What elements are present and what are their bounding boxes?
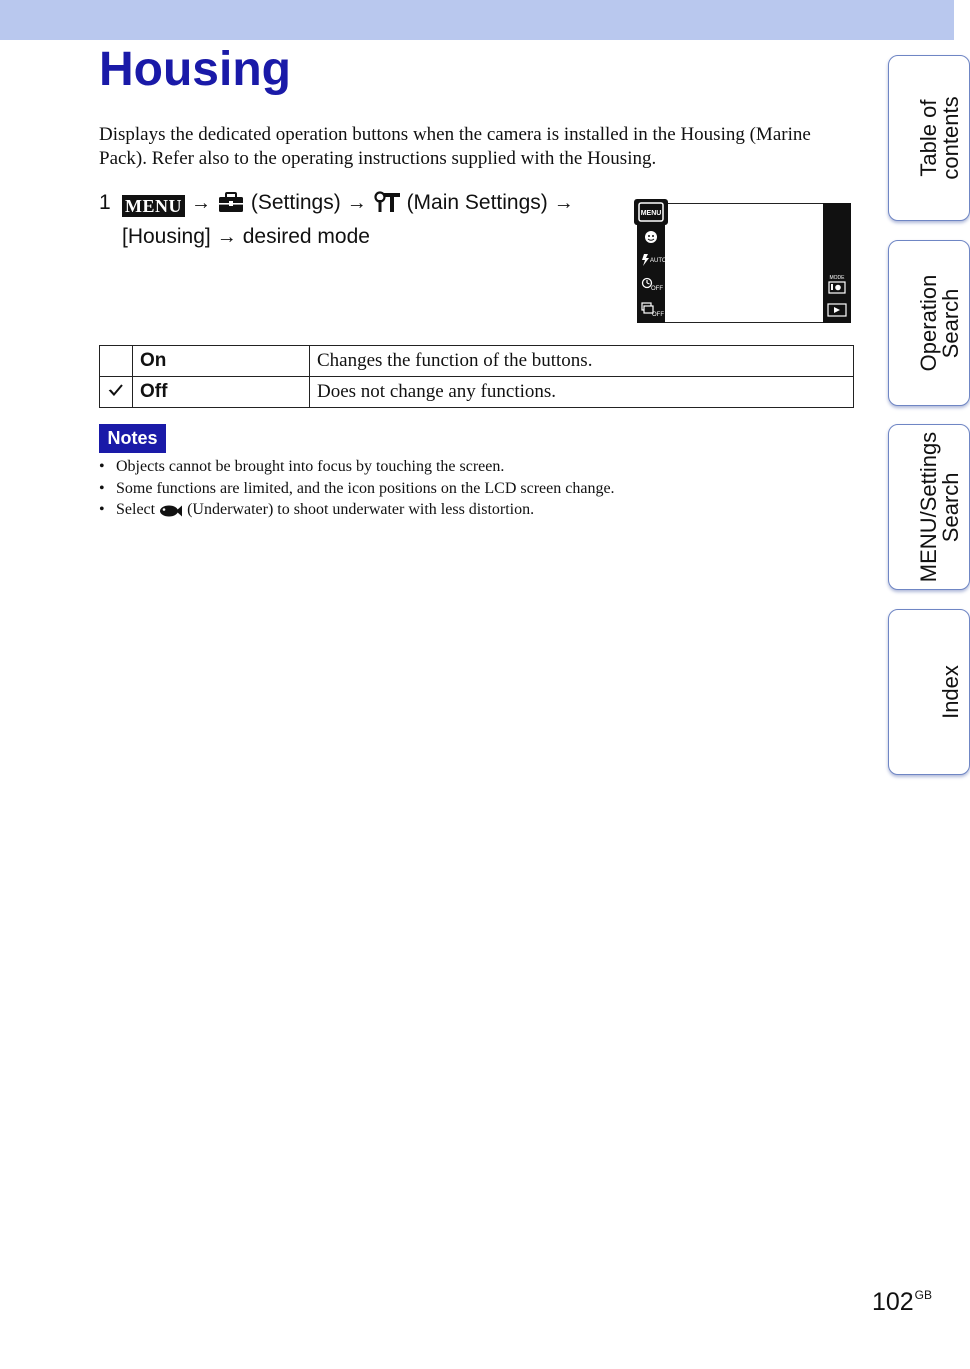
burst-label: OFF [652,312,664,318]
fish-icon [159,503,183,525]
tab-operation-search[interactable] [888,240,970,406]
tab-label: Operation Search [916,274,963,372]
step-number: 1 [99,191,111,214]
top-band [0,0,954,40]
arrow-icon: → [191,192,211,214]
arrow-icon: → [553,192,574,214]
playback-icon [828,304,846,316]
checkmark-icon [108,381,124,402]
tab-label: Index [938,665,963,719]
notes-list [99,456,615,525]
table-row [100,346,854,377]
lcd-right-bar [823,203,851,323]
option-name: On [133,346,310,377]
note-suffix: (Underwater) to shoot underwater with less distortion. [187,501,535,518]
settings-text: (Settings) [250,191,341,214]
options-table [99,345,854,408]
lcd-frame [640,203,851,323]
camera-mode-icon [829,282,845,293]
desired-mode-text: desired mode [242,225,370,248]
list-item [99,499,615,525]
flash-mode-label: AUTO [650,258,667,264]
page-number [872,1288,932,1317]
arrow-icon: → [346,192,367,214]
tab-menu-settings-search[interactable] [888,424,970,590]
tab-table-of-contents[interactable] [888,55,970,221]
main-settings-icon [373,189,401,222]
note-prefix: Select [116,501,156,518]
list-item: • Objects cannot be brought into focus by touching the screen. [99,456,615,478]
intro-paragraph: Displays the dedicated operation buttons when the camera is installed in the Housing (Marine Pack). Refer also to the operating instructions supplied with the Housing. [99,124,811,169]
default-marker-cell [100,377,133,408]
housing-text: [Housing] [122,225,211,248]
option-name: Off [133,377,310,408]
list-item: • Some functions are limited, and the icon positions on the LCD screen change. [99,478,615,500]
lcd-left-bar [637,223,665,323]
page-number-value: 102 [871,1288,914,1316]
toolbox-icon [217,191,245,222]
option-description: Changes the function of the buttons. [310,346,854,377]
arrow-icon: → [216,226,237,248]
menu-icon: MENU [122,195,185,217]
step-instructions [122,188,609,252]
region-code: GB [914,1288,932,1302]
smile-icon [645,231,657,243]
lcd-screen-illustration [633,199,852,324]
step-1 [99,188,609,252]
option-description: Does not change any functions. [310,377,854,408]
self-timer-label: OFF [651,286,663,292]
mode-label: MODE [829,275,845,281]
tab-label: MENU/Settings Search [916,431,963,583]
table-row [100,377,854,408]
tab-label: Table of contents [916,96,963,180]
lcd-menu-label: MENU [640,210,662,217]
main-settings-text: (Main Settings) [406,191,548,214]
flash-icon [642,254,649,266]
lcd-menu-button [634,199,668,225]
page-title: Housing [99,43,291,96]
tab-index[interactable] [888,609,970,775]
notes-label: Notes [99,424,166,453]
default-marker-cell [100,346,133,377]
